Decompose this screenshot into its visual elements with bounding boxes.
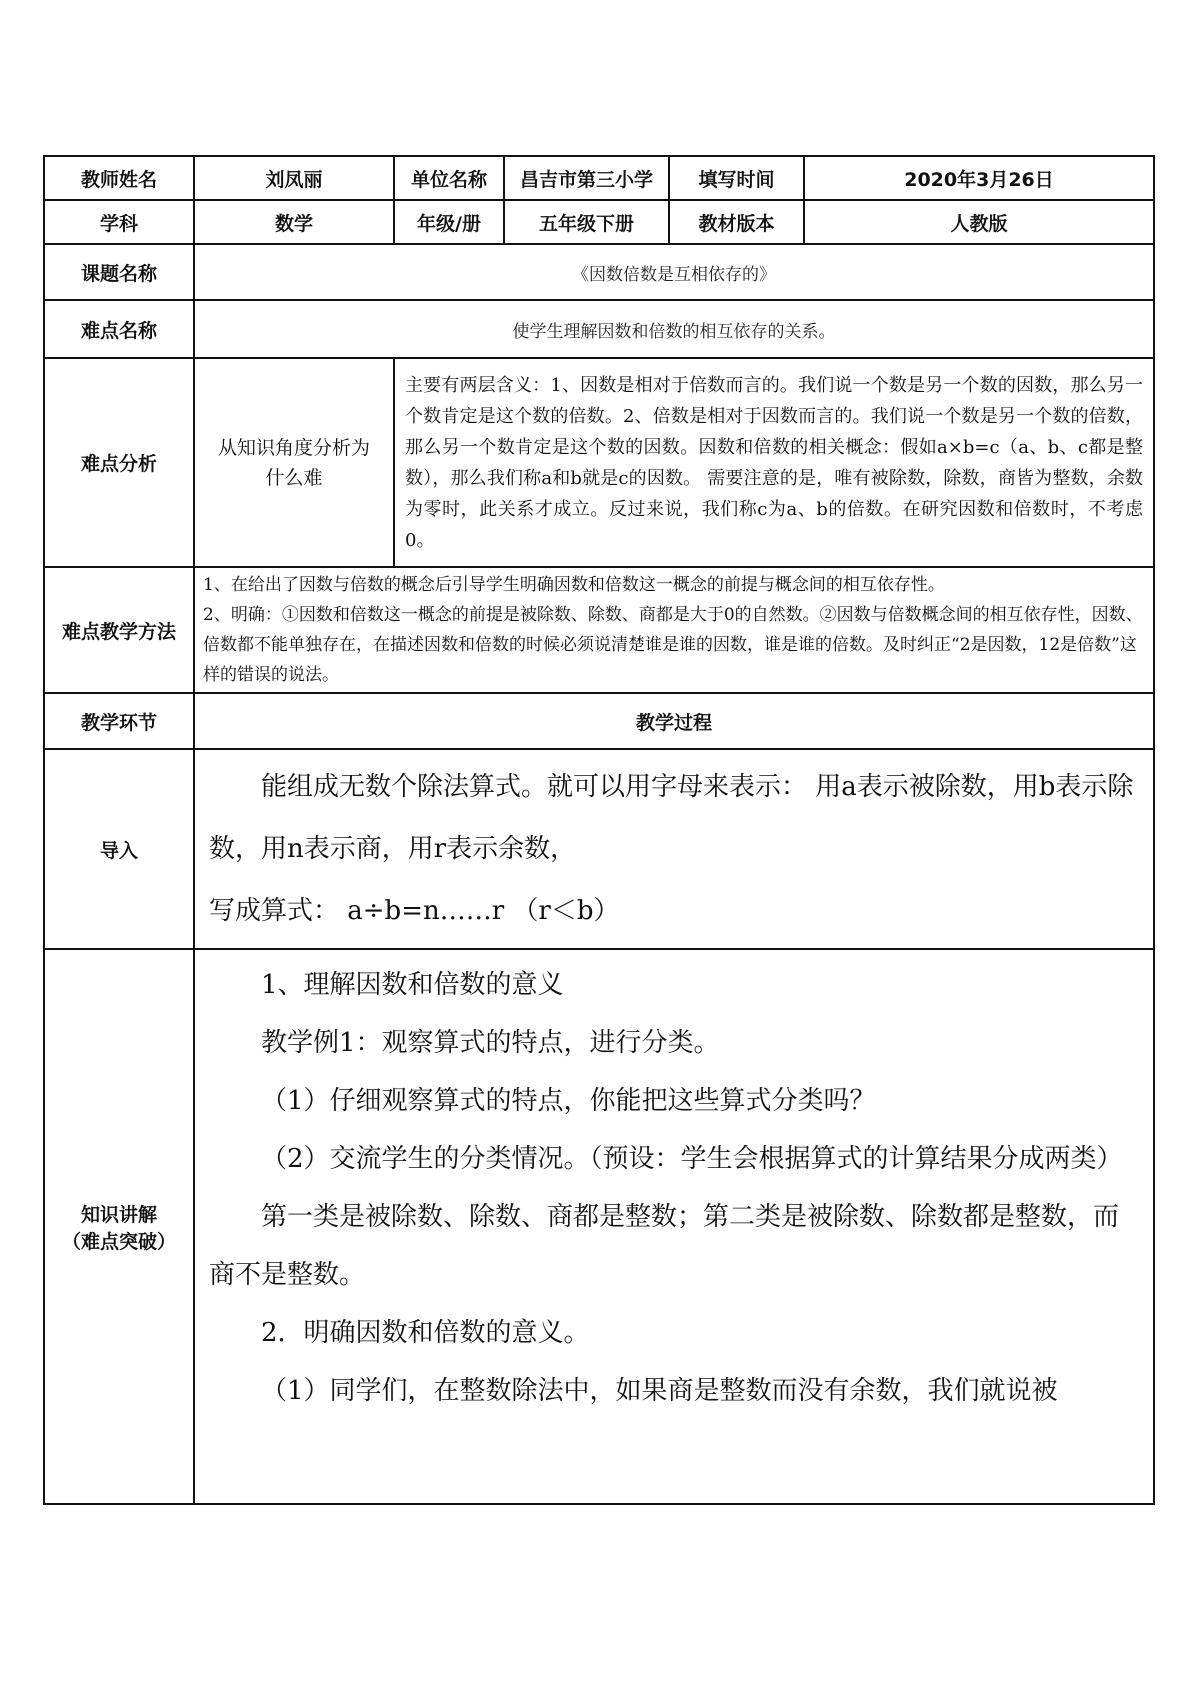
intro-paragraph-2: 写成算式： a÷b=n……r （r＜b） [209, 896, 620, 926]
subject: 数学 [194, 200, 394, 244]
knowledge-content [194, 949, 1154, 1504]
process-header-row [44, 693, 1154, 749]
knowledge-label [44, 949, 194, 1504]
knowledge-paragraph-6: 2．明确因数和倍数的意义。 [261, 1318, 590, 1348]
method-line-2: 2、明确：①因数和倍数这一概念的前提是被除数、除数、商都是大于0的自然数。②因数与倍数概念间的相互依存性，因数、倍数都不能单独存在，在描述因数和倍数的时候必须说清楚谁是谁的因数，谁是谁的倍数。及时纠正“2是因数，12是倍数”这样的错误的说法。 [203, 605, 1143, 685]
knowledge-paragraph-7: （1）同学们，在整数除法中，如果商是整数而没有余数，我们就说被 [261, 1376, 1058, 1406]
topic-row [44, 244, 1154, 300]
subject-label: 学科 [44, 200, 194, 244]
unit-label: 单位名称 [394, 156, 504, 200]
method-row [44, 567, 1154, 693]
lesson-plan-sheet [43, 155, 1153, 1505]
analysis-label: 难点分析 [44, 358, 194, 567]
date-label: 填写时间 [669, 156, 804, 200]
intro-row [44, 749, 1154, 949]
knowledge-paragraph-3: （1）仔细观察算式的特点，你能把这些算式分类吗？ [261, 1086, 876, 1116]
knowledge-label-line-1: 知识讲解 [80, 1203, 157, 1226]
fill-date: 2020年3月26日 [804, 156, 1154, 200]
method-label: 难点教学方法 [44, 567, 194, 693]
knowledge-paragraph-4: （2）交流学生的分类情况。（预设：学生会根据算式的计算结果分成两类） [261, 1144, 1123, 1174]
method-text [194, 567, 1154, 693]
difficulty-label: 难点名称 [44, 300, 194, 358]
edition: 人教版 [804, 200, 1154, 244]
grade: 五年级下册 [504, 200, 669, 244]
intro-content [194, 749, 1154, 949]
edition-label: 教材版本 [669, 200, 804, 244]
knowledge-row [44, 949, 1154, 1504]
difficulty-value: 使学生理解因数和倍数的相互依存的关系。 [194, 300, 1154, 358]
analysis-angle: 从知识角度分析为什么难 [194, 358, 394, 567]
header-row-1 [44, 156, 1154, 200]
knowledge-label-line-2: （难点突破） [61, 1230, 176, 1253]
analysis-row [44, 358, 1154, 567]
teacher-name: 刘凤丽 [194, 156, 394, 200]
knowledge-paragraph-5: 第一类是被除数、除数、商都是整数；第二类是被除数、除数都是整数，而商不是整数。 [209, 1202, 1120, 1290]
header-row-2 [44, 200, 1154, 244]
grade-label: 年级/册 [394, 200, 504, 244]
teacher-name-label: 教师姓名 [44, 156, 194, 200]
knowledge-paragraph-2: 教学例1：观察算式的特点，进行分类。 [261, 1028, 720, 1058]
topic-label: 课题名称 [44, 244, 194, 300]
intro-paragraph-1: 能组成无数个除法算式。就可以用字母来表示： 用a表示被除数，用b表示除数，用n表示商，用r表示余数， [209, 772, 1134, 864]
unit-name: 昌吉市第三小学 [504, 156, 669, 200]
difficulty-row [44, 300, 1154, 358]
knowledge-paragraph-1: 1、理解因数和倍数的意义 [261, 970, 564, 1000]
lesson-plan-table [43, 155, 1155, 1505]
intro-label: 导入 [44, 749, 194, 949]
method-line-1: 1、在给出了因数与倍数的概念后引导学生明确因数和倍数这一概念的前提与概念间的相互依存性。 [203, 575, 945, 595]
process-label: 教学过程 [194, 693, 1154, 749]
topic-value: 《因数倍数是互相依存的》 [194, 244, 1154, 300]
analysis-text: 主要有两层含义：1、因数是相对于倍数而言的。我们说一个数是另一个数的因数，那么另一个数肯定是这个数的倍数。2、倍数是相对于因数而言的。我们说一个数是另一个数的倍数，那么另一个数肯定是这个数的因数。因数和倍数的相关概念：假如a×b=c（a、b、c都是整数），那么我们称a和b就是c的因数。 需要注意的是，唯有被除数，除数，商皆为整数，余数为零时，此关系才成立。反过来说，我们称c为a、b的倍数。在研究因数和倍数时，不考虑0。 [394, 358, 1154, 567]
stage-label: 教学环节 [44, 693, 194, 749]
